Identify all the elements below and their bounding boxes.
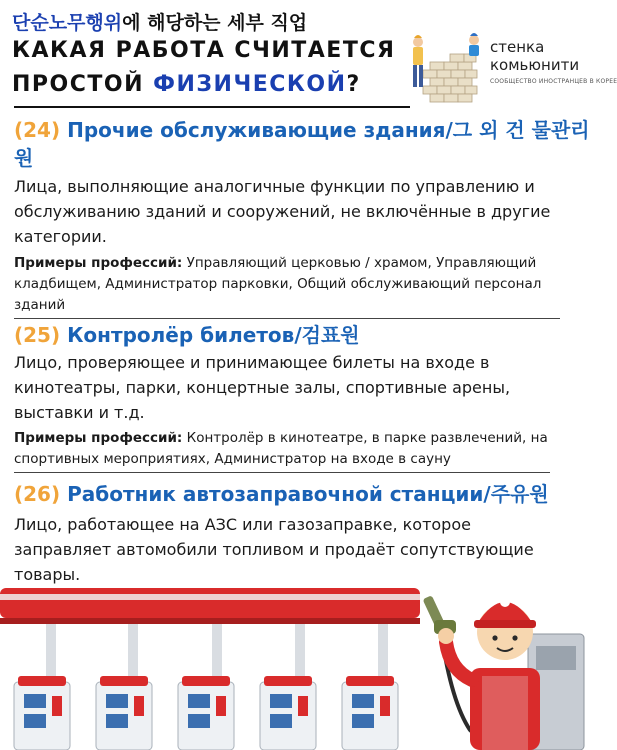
section-number: (24) xyxy=(14,118,61,142)
section-24-examples xyxy=(14,253,592,316)
workers-building-wall-icon xyxy=(408,32,488,106)
russian-title-line1: КАКАЯ РАБОТА СЧИТАЕТСЯ xyxy=(12,38,396,63)
page-header xyxy=(0,0,617,110)
section-title-text: Работник автозаправочной станции/주유원 xyxy=(60,482,549,506)
section-divider xyxy=(14,472,550,473)
section-title-text: Контролёр билетов/검표원 xyxy=(60,323,360,347)
section-24 xyxy=(14,116,592,316)
korean-title-rest: 에 해당하는 세부 직업 xyxy=(122,12,308,34)
russian-title-end: ? xyxy=(346,72,361,97)
section-24-description: Лица, выполняющие аналогичные функции по управлению и обслуживанию зданий и сооружений, не включённые в другие категории. xyxy=(14,177,551,246)
logo-title-line2: комьюнити xyxy=(490,56,580,74)
korean-title-highlight: 단순노무행위 xyxy=(12,12,123,34)
section-25-title xyxy=(14,321,592,349)
russian-title-highlight: ФИЗИЧЕСКОЙ xyxy=(153,72,347,97)
korean-title xyxy=(12,8,307,35)
section-number: (26) xyxy=(14,482,61,506)
logo-title-line1: стенка xyxy=(490,38,545,56)
section-26 xyxy=(14,480,592,587)
logo-subtitle: СООБЩЕСТВО ИНОСТРАНЦЕВ В КОРЕЕ xyxy=(490,78,617,85)
section-title-text: Прочие обслуживающие здания/그 외 건 물관리원 xyxy=(14,118,590,170)
examples-text: Управляющий церковью / храмом, Управляющий кладбищем, Администратор парковки, Общий обслуживающий персонал зданий xyxy=(14,255,542,313)
header-divider xyxy=(14,106,410,108)
section-25-description: Лицо, проверяющее и принимающее билеты на входе в кинотеатры, парки, концертные залы, спортивные арены, выставки и т.д. xyxy=(14,353,511,422)
examples-text: Контролёр в кинотеатре, в парке развлечений, на спортивных мероприятиях, Администратор на входе в сауну xyxy=(14,430,548,467)
section-number: (25) xyxy=(14,323,61,347)
section-25 xyxy=(14,321,592,470)
section-25-examples xyxy=(14,428,592,470)
russian-title-line2 xyxy=(12,72,361,97)
examples-label: Примеры профессий: xyxy=(14,430,183,446)
examples-label: Примеры профессий: xyxy=(14,255,183,271)
russian-title-plain: ПРОСТОЙ xyxy=(12,72,154,97)
gas-station-attendant-icon xyxy=(0,580,600,750)
section-divider xyxy=(14,318,560,319)
section-26-title xyxy=(14,480,592,508)
section-24-title xyxy=(14,116,592,172)
section-26-description: Лицо, работающее на АЗС или газозаправке, которое заправляет автомобили топливом и продаёт сопутствующие товары. xyxy=(14,515,534,584)
